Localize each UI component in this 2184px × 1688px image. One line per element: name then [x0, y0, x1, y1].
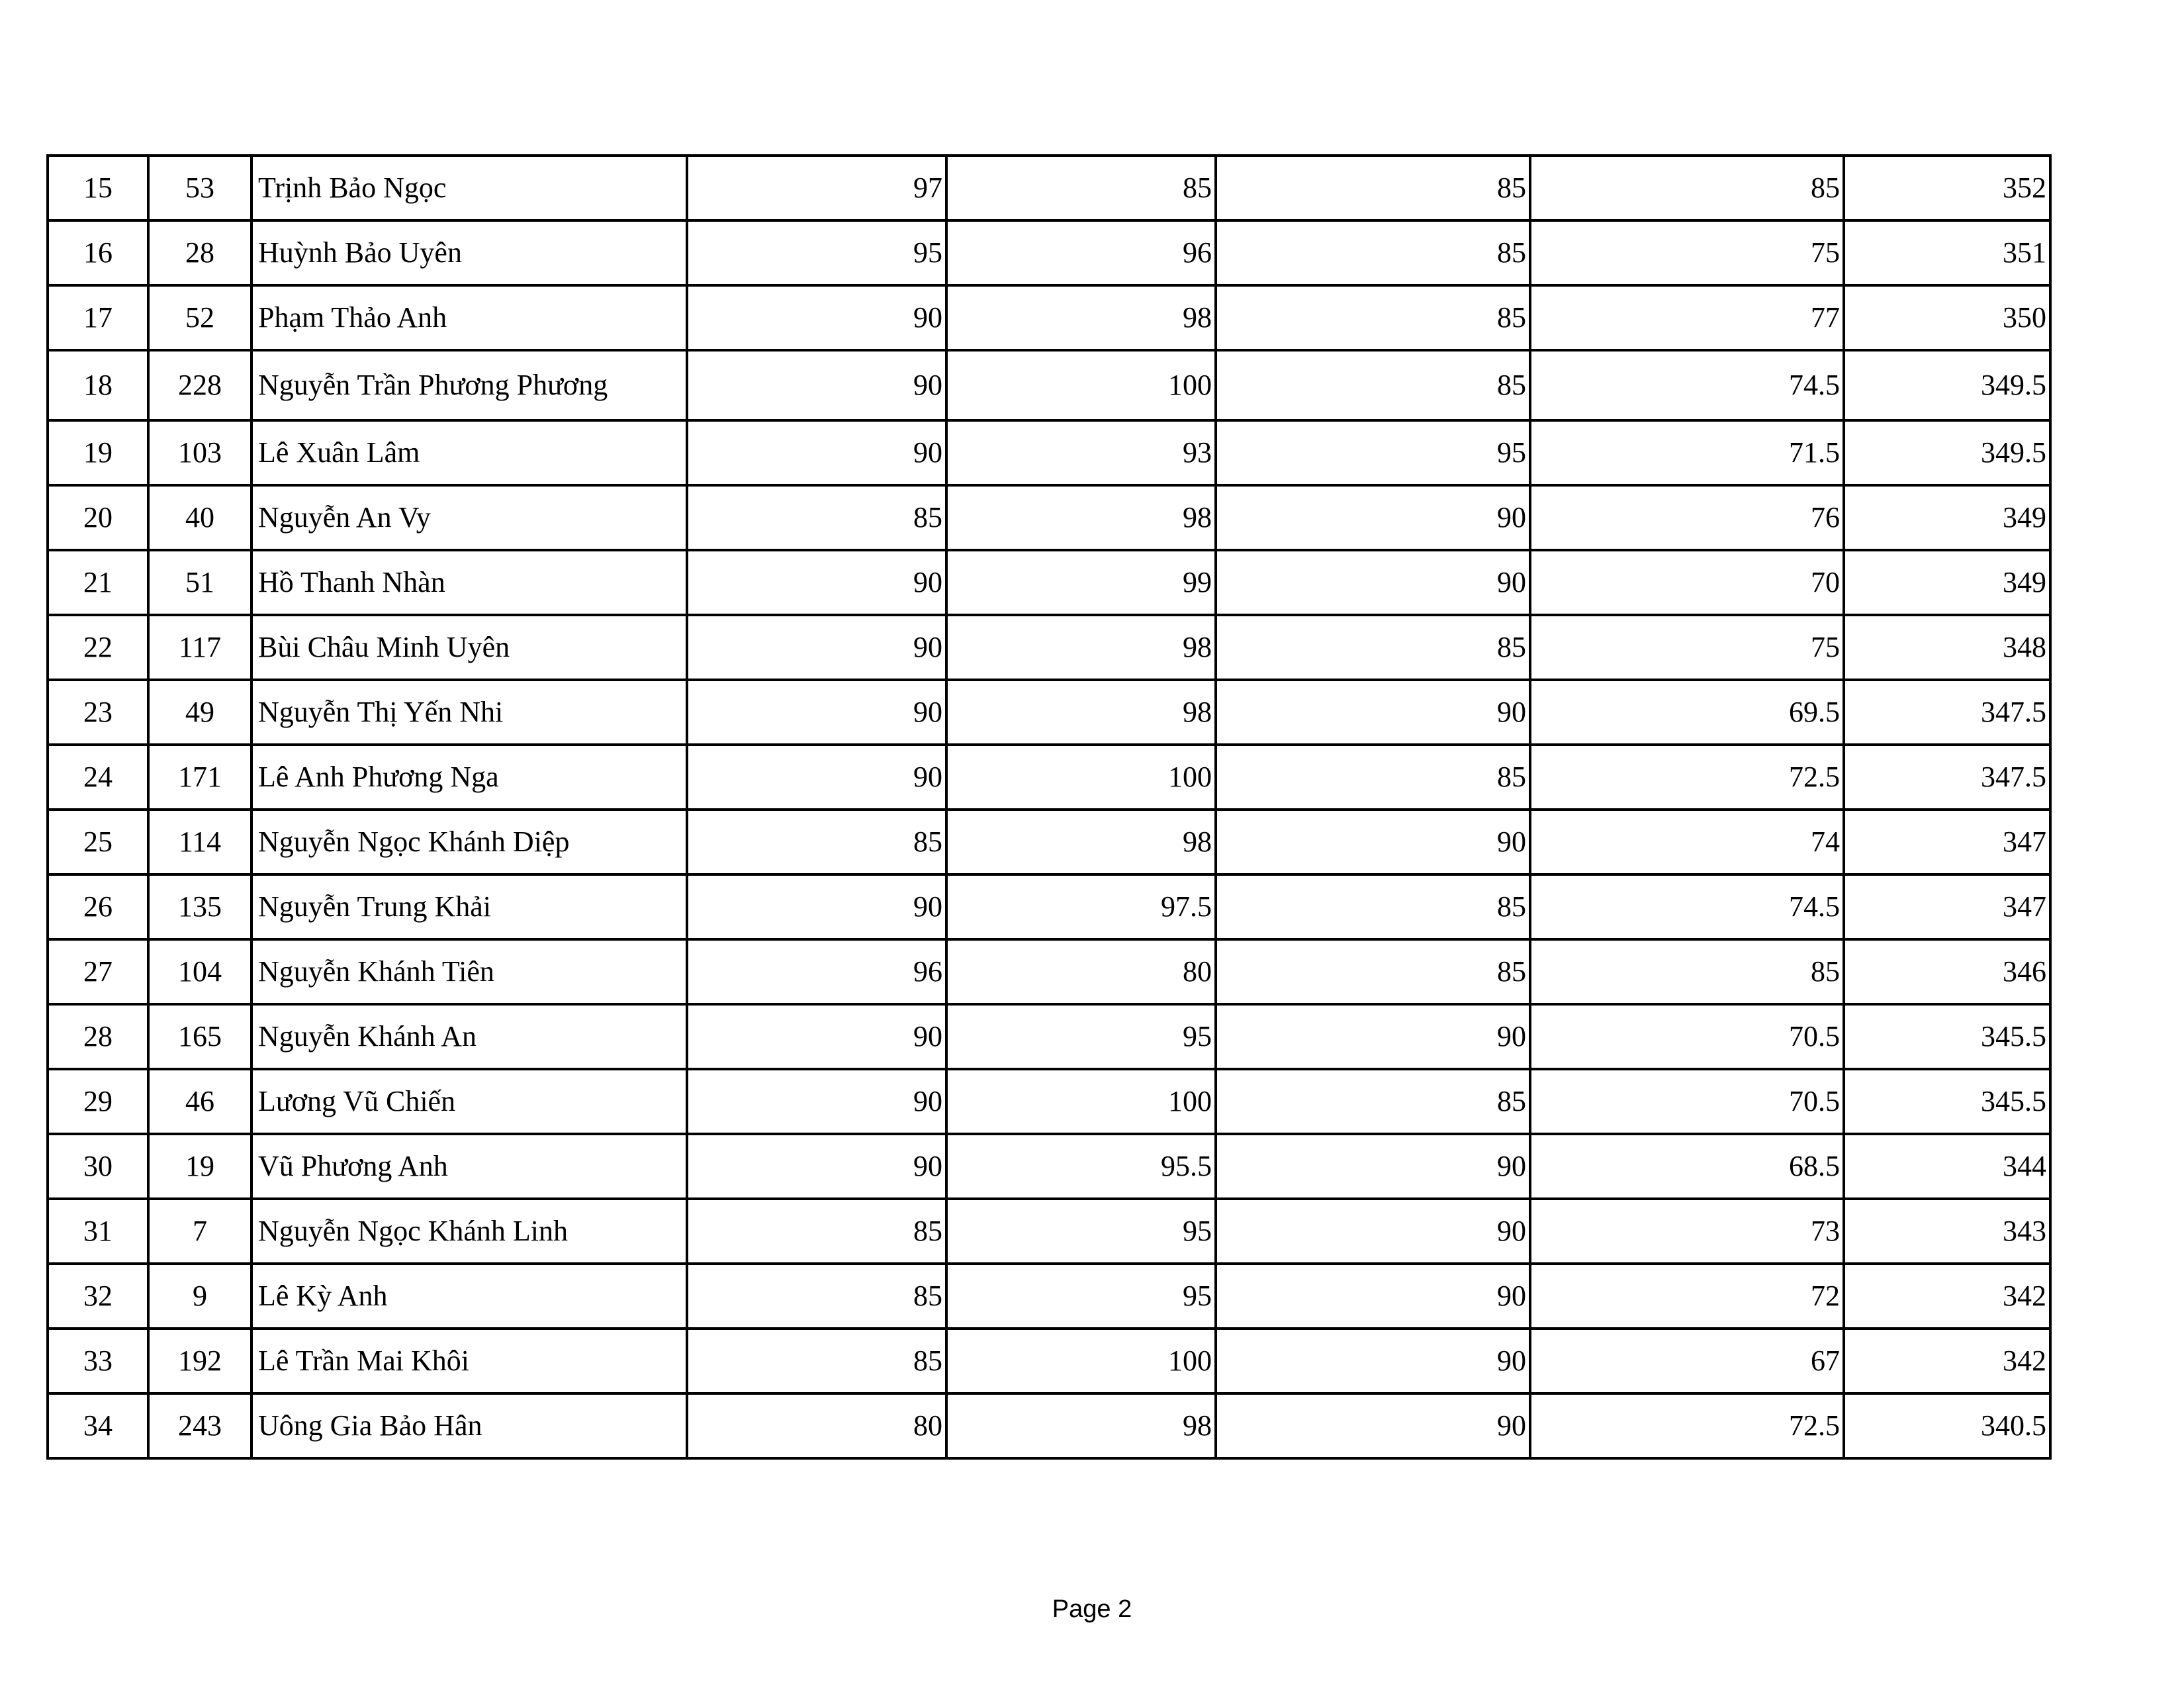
score-4-cell: 72.5	[1530, 1393, 1844, 1458]
table-row	[48, 1199, 2050, 1264]
score-2-cell: 100	[946, 1069, 1216, 1134]
score-4-cell: 70	[1530, 550, 1844, 615]
total-score-cell: 346	[1844, 939, 2050, 1004]
score-2-cell: 98	[946, 810, 1216, 874]
score-2-cell: 97.5	[946, 874, 1216, 939]
score-1-cell: 95	[687, 220, 946, 285]
score-table	[46, 154, 2052, 1460]
score-3-cell: 90	[1216, 1264, 1530, 1329]
student-id-cell: 114	[148, 810, 251, 874]
student-id-cell: 117	[148, 615, 251, 680]
score-2-cell: 99	[946, 550, 1216, 615]
score-4-cell: 71.5	[1530, 420, 1844, 485]
total-score-cell: 349.5	[1844, 350, 2050, 420]
score-1-cell: 80	[687, 1393, 946, 1458]
score-3-cell: 85	[1216, 615, 1530, 680]
score-1-cell: 90	[687, 1069, 946, 1134]
rank-cell: 32	[48, 1264, 148, 1329]
rank-cell: 22	[48, 615, 148, 680]
table-row	[48, 156, 2050, 220]
rank-cell: 19	[48, 420, 148, 485]
student-name-cell: Nguyễn Ngọc Khánh Diệp	[251, 810, 687, 874]
student-id-cell: 9	[148, 1264, 251, 1329]
score-2-cell: 96	[946, 220, 1216, 285]
total-score-cell: 343	[1844, 1199, 2050, 1264]
student-id-cell: 49	[148, 680, 251, 745]
total-score-cell: 348	[1844, 615, 2050, 680]
rank-cell: 30	[48, 1134, 148, 1199]
student-name-cell: Uông Gia Bảo Hân	[251, 1393, 687, 1458]
total-score-cell: 345.5	[1844, 1069, 2050, 1134]
score-2-cell: 95.5	[946, 1134, 1216, 1199]
score-1-cell: 85	[687, 1329, 946, 1393]
score-3-cell: 85	[1216, 350, 1530, 420]
student-name-cell: Lê Kỳ Anh	[251, 1264, 687, 1329]
score-3-cell: 85	[1216, 285, 1530, 350]
student-id-cell: 243	[148, 1393, 251, 1458]
total-score-cell: 347.5	[1844, 745, 2050, 810]
score-3-cell: 95	[1216, 420, 1530, 485]
total-score-cell: 351	[1844, 220, 2050, 285]
score-1-cell: 85	[687, 1264, 946, 1329]
score-2-cell: 93	[946, 420, 1216, 485]
rank-cell: 33	[48, 1329, 148, 1393]
rank-cell: 16	[48, 220, 148, 285]
student-name-cell: Nguyễn Trung Khải	[251, 874, 687, 939]
score-4-cell: 74	[1530, 810, 1844, 874]
student-id-cell: 165	[148, 1004, 251, 1069]
table-row	[48, 1134, 2050, 1199]
student-id-cell: 40	[148, 485, 251, 550]
score-2-cell: 98	[946, 615, 1216, 680]
score-4-cell: 72	[1530, 1264, 1844, 1329]
score-3-cell: 85	[1216, 874, 1530, 939]
student-id-cell: 228	[148, 350, 251, 420]
score-2-cell: 80	[946, 939, 1216, 1004]
rank-cell: 18	[48, 350, 148, 420]
table-row	[48, 420, 2050, 485]
student-id-cell: 46	[148, 1069, 251, 1134]
student-name-cell: Vũ Phương Anh	[251, 1134, 687, 1199]
student-name-cell: Lê Anh Phương Nga	[251, 745, 687, 810]
table-row	[48, 220, 2050, 285]
score-4-cell: 77	[1530, 285, 1844, 350]
score-1-cell: 85	[687, 1199, 946, 1264]
score-3-cell: 85	[1216, 220, 1530, 285]
table-row	[48, 810, 2050, 874]
rank-cell: 20	[48, 485, 148, 550]
table-row	[48, 485, 2050, 550]
score-2-cell: 98	[946, 285, 1216, 350]
score-4-cell: 75	[1530, 615, 1844, 680]
table-row	[48, 615, 2050, 680]
score-4-cell: 67	[1530, 1329, 1844, 1393]
student-name-cell: Huỳnh Bảo Uyên	[251, 220, 687, 285]
score-1-cell: 90	[687, 285, 946, 350]
table-row	[48, 1069, 2050, 1134]
table-row	[48, 350, 2050, 420]
student-name-cell: Phạm Thảo Anh	[251, 285, 687, 350]
student-id-cell: 104	[148, 939, 251, 1004]
student-id-cell: 103	[148, 420, 251, 485]
score-4-cell: 69.5	[1530, 680, 1844, 745]
student-name-cell: Nguyễn Thị Yến Nhi	[251, 680, 687, 745]
student-id-cell: 7	[148, 1199, 251, 1264]
rank-cell: 23	[48, 680, 148, 745]
score-3-cell: 85	[1216, 745, 1530, 810]
score-1-cell: 90	[687, 1134, 946, 1199]
student-name-cell: Lê Trần Mai Khôi	[251, 1329, 687, 1393]
score-1-cell: 90	[687, 615, 946, 680]
student-id-cell: 192	[148, 1329, 251, 1393]
student-name-cell: Lương Vũ Chiến	[251, 1069, 687, 1134]
student-name-cell: Nguyễn Trần Phương Phương	[251, 350, 687, 420]
score-2-cell: 95	[946, 1004, 1216, 1069]
student-name-cell: Nguyễn Ngọc Khánh Linh	[251, 1199, 687, 1264]
score-2-cell: 95	[946, 1264, 1216, 1329]
student-id-cell: 135	[148, 874, 251, 939]
score-4-cell: 76	[1530, 485, 1844, 550]
rank-cell: 26	[48, 874, 148, 939]
rank-cell: 34	[48, 1393, 148, 1458]
score-2-cell: 98	[946, 680, 1216, 745]
score-2-cell: 100	[946, 350, 1216, 420]
rank-cell: 31	[48, 1199, 148, 1264]
score-4-cell: 85	[1530, 156, 1844, 220]
total-score-cell: 340.5	[1844, 1393, 2050, 1458]
student-name-cell: Bùi Châu Minh Uyên	[251, 615, 687, 680]
student-name-cell: Trịnh Bảo Ngọc	[251, 156, 687, 220]
rank-cell: 29	[48, 1069, 148, 1134]
score-1-cell: 90	[687, 745, 946, 810]
total-score-cell: 349.5	[1844, 420, 2050, 485]
score-1-cell: 97	[687, 156, 946, 220]
student-id-cell: 51	[148, 550, 251, 615]
score-3-cell: 90	[1216, 810, 1530, 874]
total-score-cell: 352	[1844, 156, 2050, 220]
table-row	[48, 745, 2050, 810]
table-row	[48, 680, 2050, 745]
score-2-cell: 100	[946, 1329, 1216, 1393]
rank-cell: 24	[48, 745, 148, 810]
score-4-cell: 70.5	[1530, 1069, 1844, 1134]
table-row	[48, 1264, 2050, 1329]
rank-cell: 27	[48, 939, 148, 1004]
total-score-cell: 350	[1844, 285, 2050, 350]
score-4-cell: 73	[1530, 1199, 1844, 1264]
score-3-cell: 90	[1216, 1134, 1530, 1199]
student-id-cell: 53	[148, 156, 251, 220]
score-2-cell: 98	[946, 1393, 1216, 1458]
student-id-cell: 52	[148, 285, 251, 350]
rank-cell: 15	[48, 156, 148, 220]
total-score-cell: 347	[1844, 874, 2050, 939]
total-score-cell: 342	[1844, 1329, 2050, 1393]
total-score-cell: 344	[1844, 1134, 2050, 1199]
score-1-cell: 90	[687, 420, 946, 485]
score-2-cell: 98	[946, 485, 1216, 550]
student-name-cell: Nguyễn Khánh Tiên	[251, 939, 687, 1004]
score-4-cell: 70.5	[1530, 1004, 1844, 1069]
table-row	[48, 1393, 2050, 1458]
score-1-cell: 85	[687, 485, 946, 550]
score-4-cell: 74.5	[1530, 350, 1844, 420]
score-3-cell: 85	[1216, 1069, 1530, 1134]
score-3-cell: 90	[1216, 485, 1530, 550]
table-row	[48, 550, 2050, 615]
score-2-cell: 95	[946, 1199, 1216, 1264]
score-1-cell: 96	[687, 939, 946, 1004]
score-1-cell: 90	[687, 1004, 946, 1069]
score-1-cell: 90	[687, 874, 946, 939]
score-4-cell: 72.5	[1530, 745, 1844, 810]
total-score-cell: 347	[1844, 810, 2050, 874]
score-3-cell: 90	[1216, 1393, 1530, 1458]
score-1-cell: 90	[687, 550, 946, 615]
score-2-cell: 85	[946, 156, 1216, 220]
total-score-cell: 349	[1844, 550, 2050, 615]
student-name-cell: Hồ Thanh Nhàn	[251, 550, 687, 615]
student-name-cell: Nguyễn An Vy	[251, 485, 687, 550]
total-score-cell: 345.5	[1844, 1004, 2050, 1069]
rank-cell: 25	[48, 810, 148, 874]
score-3-cell: 90	[1216, 550, 1530, 615]
score-2-cell: 100	[946, 745, 1216, 810]
rank-cell: 21	[48, 550, 148, 615]
score-1-cell: 85	[687, 810, 946, 874]
table-row	[48, 285, 2050, 350]
score-1-cell: 90	[687, 680, 946, 745]
table-row	[48, 874, 2050, 939]
total-score-cell: 349	[1844, 485, 2050, 550]
table-body	[48, 156, 2050, 1458]
student-name-cell: Lê Xuân Lâm	[251, 420, 687, 485]
score-4-cell: 74.5	[1530, 874, 1844, 939]
student-id-cell: 19	[148, 1134, 251, 1199]
score-3-cell: 90	[1216, 680, 1530, 745]
table-row	[48, 1329, 2050, 1393]
student-name-cell: Nguyễn Khánh An	[251, 1004, 687, 1069]
score-3-cell: 85	[1216, 939, 1530, 1004]
score-3-cell: 85	[1216, 156, 1530, 220]
table-row	[48, 939, 2050, 1004]
student-id-cell: 171	[148, 745, 251, 810]
score-3-cell: 90	[1216, 1004, 1530, 1069]
total-score-cell: 347.5	[1844, 680, 2050, 745]
score-4-cell: 75	[1530, 220, 1844, 285]
rank-cell: 17	[48, 285, 148, 350]
score-4-cell: 68.5	[1530, 1134, 1844, 1199]
score-3-cell: 90	[1216, 1329, 1530, 1393]
total-score-cell: 342	[1844, 1264, 2050, 1329]
page-number: Page 2	[1052, 1595, 1132, 1623]
score-1-cell: 90	[687, 350, 946, 420]
score-3-cell: 90	[1216, 1199, 1530, 1264]
table-row	[48, 1004, 2050, 1069]
rank-cell: 28	[48, 1004, 148, 1069]
score-4-cell: 85	[1530, 939, 1844, 1004]
student-id-cell: 28	[148, 220, 251, 285]
